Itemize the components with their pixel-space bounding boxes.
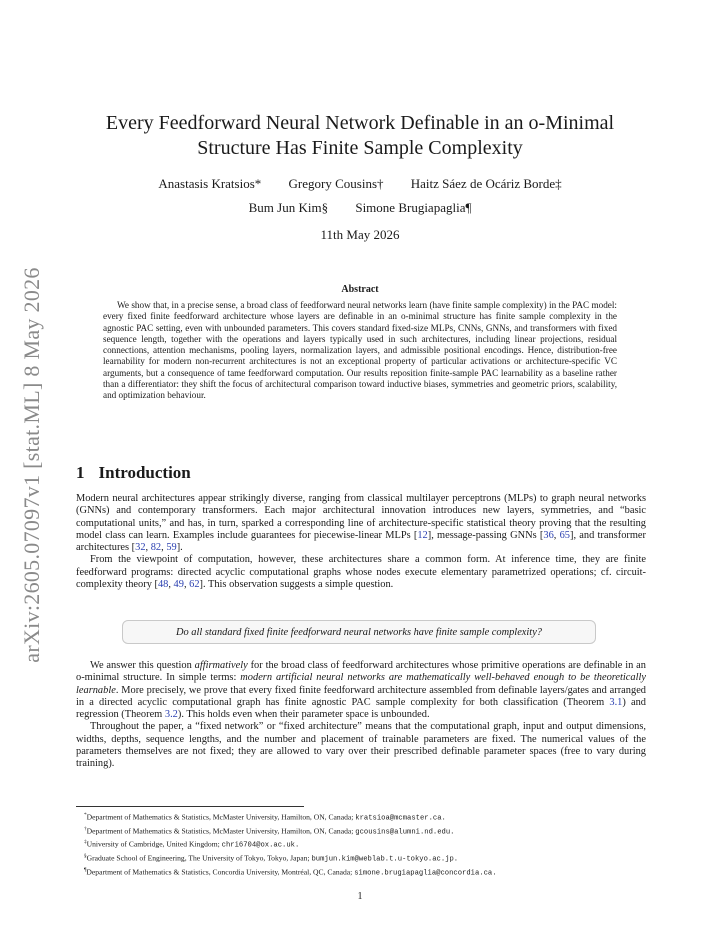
citation-link[interactable]: 49 bbox=[173, 579, 184, 591]
arxiv-id: arXiv:2605.07097v1 [stat.ML] 8 May 2026 bbox=[19, 267, 44, 663]
author-1: Anastasis Kratsios* bbox=[158, 176, 262, 191]
footnote: §Graduate School of Engineering, The University of Tokyo, Tokyo, Japan; bumjun.kim@weblab.t.u-tokyo.ac.jp. bbox=[84, 853, 459, 864]
section-title: Introduction bbox=[98, 463, 191, 482]
section-number: 1 bbox=[76, 463, 85, 482]
citation-link[interactable]: 62 bbox=[189, 579, 200, 591]
citation-link[interactable]: 59 bbox=[166, 542, 177, 554]
citation-link[interactable]: 48 bbox=[157, 579, 169, 591]
theorem-ref-link[interactable]: 3.1 bbox=[609, 696, 623, 708]
intro-paragraph-2: From the viewpoint of computation, however, these architectures share a common form. At inference time, they are finite feedforward programs: directed acyclic computational graphs whose nodes execute elementary parametrized operations; cf. circuit-complexity theory [48, 49, 62]. This observation suggests a simple question. bbox=[76, 554, 646, 591]
page-number: 1 bbox=[357, 891, 363, 902]
author-3: Haitz Sáez de Ocáriz Borde‡ bbox=[410, 176, 562, 191]
author-4: Bum Jun Kim§ bbox=[248, 200, 329, 215]
abstract-heading: Abstract bbox=[341, 284, 379, 295]
title-line-1: Every Feedforward Neural Network Definable in an o-Minimal bbox=[105, 112, 615, 134]
footnote: ¶Department of Mathematics & Statistics, Concordia University, Montréal, QC, Canada; simone.brugiapaglia@concordia.ca. bbox=[84, 866, 497, 878]
author-5: Simone Brugiapaglia¶ bbox=[355, 200, 472, 215]
footnotes bbox=[84, 810, 644, 879]
paper-title bbox=[80, 111, 640, 161]
authors-row-2 bbox=[80, 200, 640, 216]
citation-link[interactable]: 65 bbox=[559, 529, 570, 541]
paper-date: 11th May 2026 bbox=[320, 227, 400, 242]
abstract-text: We show that, in a precise sense, a broad class of feedforward neural networks learn (have finite sample complexity) in the PAC model: every fixed finite feedforward architecture whose layers are definable in an o-minimal structure has finite sample complexity in the agnostic PAC setting, even with unbounded parameters. This covers standard fixed-size MLPs, CNNs, GNNs, and transformers with fixed sequence length, together with the operations and layers typically used in such architectures, including linear projections, residual connections, attention mechanisms, pooling layers, normalization layers, and admissible positional encodings. Hence, distribution-free learnability for modern non-recurrent architectures is not an exceptional property of particular activations or architecture-specific VC arguments, but a consequence of tame feedforward computation. Our results reposition finite-sample PAC learnability as a baseline rather than a differentiator: they shift the focus of architectural comparison toward inductive biases, symmetries and geometric priors, scalability, and optimization behaviour. bbox=[103, 300, 617, 401]
email-link[interactable]: gcousins@alumni.nd.edu. bbox=[355, 828, 455, 837]
intro-paragraphs-1 bbox=[76, 493, 646, 591]
intro-paragraph-1: Modern neural architectures appear strikingly diverse, ranging from classical multilayer perceptrons (MLPs) to graph neural networks (GNNs) and contemporary transformers. Each major architectural innovation introduces new layers, symmetries, and “basic computational units,” and has, in turn, sparked a corresponding line of architecture-specific statistical theory proving that the resulting model class can learn. Examples include guarantees for piecewise-linear MLPs [12], message-passing GNNs [36, 65], and transformer architectures [32, 82, 59]. bbox=[76, 493, 646, 554]
intro-paragraph-4: Throughout the paper, a “fixed network” or “fixed architecture” means that the computational graph, input and output dimensions, widths, depths, sequence lengths, and the number and placement of trainable parameters are fixed. The numerical values of the parameters themselves are not fixed; they are allowed to vary over their prescribed definable parameter spaces (free to vary during training). bbox=[76, 721, 646, 770]
citation-link[interactable]: 12 bbox=[417, 529, 428, 541]
email-link[interactable]: chri6704@ox.ac.uk. bbox=[221, 842, 300, 850]
citation-link[interactable]: 36 bbox=[543, 529, 554, 541]
email-link[interactable]: bumjun.kim@weblab.t.u-tokyo.ac.jp. bbox=[311, 855, 459, 864]
section-heading bbox=[76, 463, 191, 483]
footnote: ‡University of Cambridge, United Kingdom; chri6704@ox.ac.uk. bbox=[84, 839, 300, 850]
author-2: Gregory Cousins† bbox=[288, 176, 384, 191]
footnote: †Department of Mathematics & Statistics, McMaster University, Hamilton, ON, Canada; gcousins@alumni.nd.edu. bbox=[84, 825, 455, 837]
citation-link[interactable]: 32 bbox=[135, 542, 146, 554]
email-link[interactable]: simone.brugiapaglia@concordia.ca. bbox=[354, 869, 497, 878]
arxiv-sidebar-stamp bbox=[12, 255, 52, 675]
email-link[interactable]: kratsioa@mcmaster.ca. bbox=[355, 814, 446, 823]
research-question: Do all standard fixed finite feedforward neural networks have finite sample complexity? bbox=[175, 626, 542, 638]
footnote-rule bbox=[76, 806, 304, 807]
research-question-box bbox=[122, 620, 596, 644]
footnote: *Department of Mathematics & Statistics, McMaster University, Hamilton, ON, Canada; kratsioa@mcmaster.ca. bbox=[84, 812, 446, 823]
theorem-ref-link[interactable]: 3.2 bbox=[164, 709, 178, 721]
intro-paragraphs-2 bbox=[76, 660, 646, 771]
title-line-2: Structure Has Finite Sample Complexity bbox=[197, 137, 523, 159]
citation-link[interactable]: 82 bbox=[150, 542, 162, 554]
authors-row-1 bbox=[80, 176, 640, 192]
intro-paragraph-3: We answer this question affirmatively for the broad class of feedforward architectures whose primitive operations are definable in an o-minimal structure. In simple terms: modern artificial neural networks are mathematically well-behaved enough to be theoretically learnable. More precisely, we prove that every fixed finite feedforward architecture assembled from definable layers/gates and arranged in a directed acyclic computational graph has finite agnostic PAC sample complexity for both classification (Theorem 3.1) and regression (Theorem 3.2). This holds even when their parameter space is unbounded. bbox=[76, 660, 647, 721]
